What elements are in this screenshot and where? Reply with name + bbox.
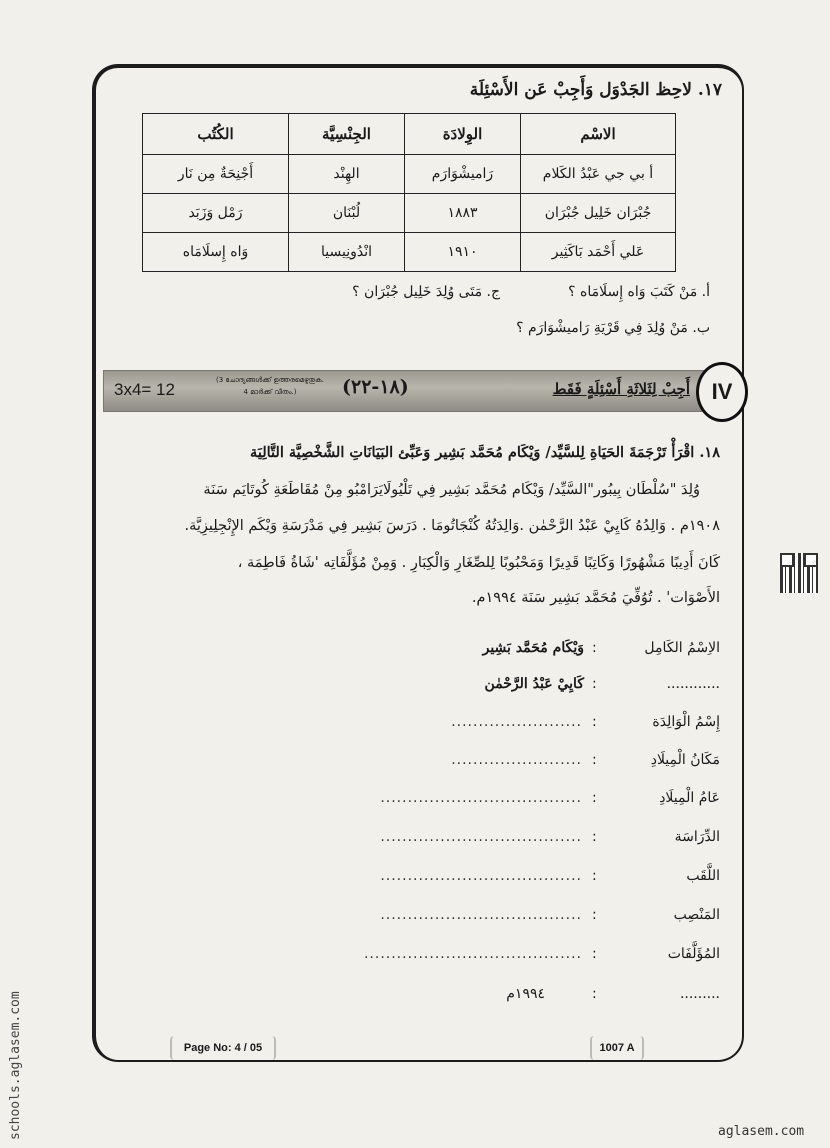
form-label: المُؤَلَّفَات [667,946,720,962]
authors-table [142,113,676,272]
watermark-bottom: aglasem.com [718,1124,805,1139]
cell: عَلي أَحْمَد بَاكَثِير [521,233,676,272]
paragraph-line: الأَصْوَات' . تُوُفِّيَ مُحَمَّد بَشِير سَنَة ١٩٩٤م. [471,590,720,606]
form-colon: : [592,868,597,884]
form-blank[interactable]: ........................ [451,714,582,730]
question-c: ج. مَتَى وُلِدَ خَلِيل جُبْرَان ؟ [352,284,500,300]
form-label: إِسْمُ الْوَالِدَة [652,714,720,730]
qr-code [780,553,818,593]
header-nationality: الجِنْسِيَّة [289,114,405,155]
cell: وَاه إِسلَامَاه [143,233,289,272]
cell: رَاميشْوَارَم [405,155,521,194]
table-row [143,194,676,233]
paragraph-line: كَانَ أَدِيبًا مَشْهُورًا وَكَاتِبًا قَدِيرًا وَمَحْبُوبًا لِلصِّغَارِ وَالْكِبَارِ . وَمِنْ مُؤَلَّفَاتِه 'شَاةُ فَاطِمَة ، [237,555,720,571]
form-label: الدِّرَاسَة [674,829,720,845]
form-colon: : [592,714,597,730]
form-colon: : [592,986,597,1002]
malayalam-line-1: (3 ചോദ്യങ്ങൾക്ക് ഉത്തരമെഴുതുക. [216,376,324,384]
header-name: الاسْم [521,114,676,155]
form-colon: : [592,752,597,768]
cell: أَجْنِحَةٌ مِن نَار [143,155,289,194]
form-colon: : [592,790,597,806]
question-a: أ. مَنْ كَتَبَ وَاه إِسلَامَاه ؟ [568,284,710,300]
form-blank[interactable]: ........................................ [363,946,582,962]
cell: رَمْل وَزَبَد [143,194,289,233]
section-numeral: IV [696,362,748,422]
form-label: المَنْصِب [673,907,720,923]
section-range: (١٨-٢٢) [342,376,409,398]
cell: انْدُونِيسيا [289,233,405,272]
question-b: ب. مَنْ وُلِدَ فِي قَرْيَةِ رَاميشْوَارَم ؟ [516,320,710,336]
form-colon: : [592,676,597,692]
table-header-row [143,114,676,155]
cell: ١٩١٠ [405,233,521,272]
form-value: وَيْكَام مُحَمَّد بَشِير [482,640,584,656]
form-colon: : [592,829,597,845]
page-number: Page No: 4 / 05 [170,1036,276,1060]
form-value: ١٩٩٤م [506,986,545,1002]
form-blank[interactable]: ..................................... [380,868,582,884]
cell: لُبْنَان [289,194,405,233]
paragraph-line: ١٩٠٨م . وَالِدُهُ كَايِيْ عَبْدُ الرَّحْمٰن .وَالِدَتُهُ كُنْجَاتُومَا . دَرَسَ بَشِير فِي مَدْرَسَةِ وَيْكَم الإِنْجِلِيزِيَّة. [184,518,720,534]
cell: جُبْرَان خَلِيل جُبْرَان [521,194,676,233]
form-colon: : [592,907,597,923]
form-label: مَكَانُ الْمِيلَادِ [650,752,720,768]
q17-title: ١٧. لاحِظ الجَدْوَل وَأَجِبْ عَن الأَسْئِلَة [469,80,722,100]
header-birth: الوِلادَة [405,114,521,155]
form-colon: : [592,640,597,656]
form-label: اللَّقَب [686,868,720,884]
cell: الهِنْد [289,155,405,194]
form-blank[interactable]: ..................................... [380,829,582,845]
form-label: الاِسْمُ الكَامِل [644,640,720,656]
malayalam-line-2: 4 മാർക്ക് വീതം.) [243,388,297,396]
header-books: الكُتُب [143,114,289,155]
section-score: 3x4= 12 [114,380,175,399]
form-label: عَامُ الْمِيلَادِ [659,790,720,806]
cell: ١٨٨٣ [405,194,521,233]
q18-title: ١٨. اقْرَأْ تَرْجَمَةَ الحَيَاةِ لِلسَّيِّد/ وَيْكَام مُحَمَّد بَشِير وَعَبِّئ البَيَانَاتِ الشَّخْصِيَّة التَّالِيَة [250,444,720,461]
form-blank[interactable]: ........................ [451,752,582,768]
form-value: كَايِيْ عَبْدُ الرَّحْمٰن [484,676,584,692]
section-instruction: أَجِبْ لِثَلاثَةِ أَسْئِلَةٍ فَقَط [552,380,690,398]
paragraph-line: وُلِدَ "سُلْطَان بِيبُور"السَّيِّد/ وَيْكَام مُحَمَّد بَشِير فِي تَلْيُولَايَرَامْبُو مِنْ مُقَاطَعَةِ كُوتَايَم سَنَة [203,482,700,498]
section-malayalam-note [190,374,350,398]
cell: أ بي جي عَبْدُ الكَلام [521,155,676,194]
watermark-vertical: schools.aglasem.com [8,991,23,1140]
form-blank[interactable]: ..................................... [380,907,582,923]
paper-code: 1007 A [590,1036,644,1060]
table-row [143,155,676,194]
table-row [143,233,676,272]
form-blank[interactable]: ..................................... [380,790,582,806]
form-colon: : [592,946,597,962]
form-label: ............ [666,676,720,692]
form-label: ......... [679,986,720,1002]
